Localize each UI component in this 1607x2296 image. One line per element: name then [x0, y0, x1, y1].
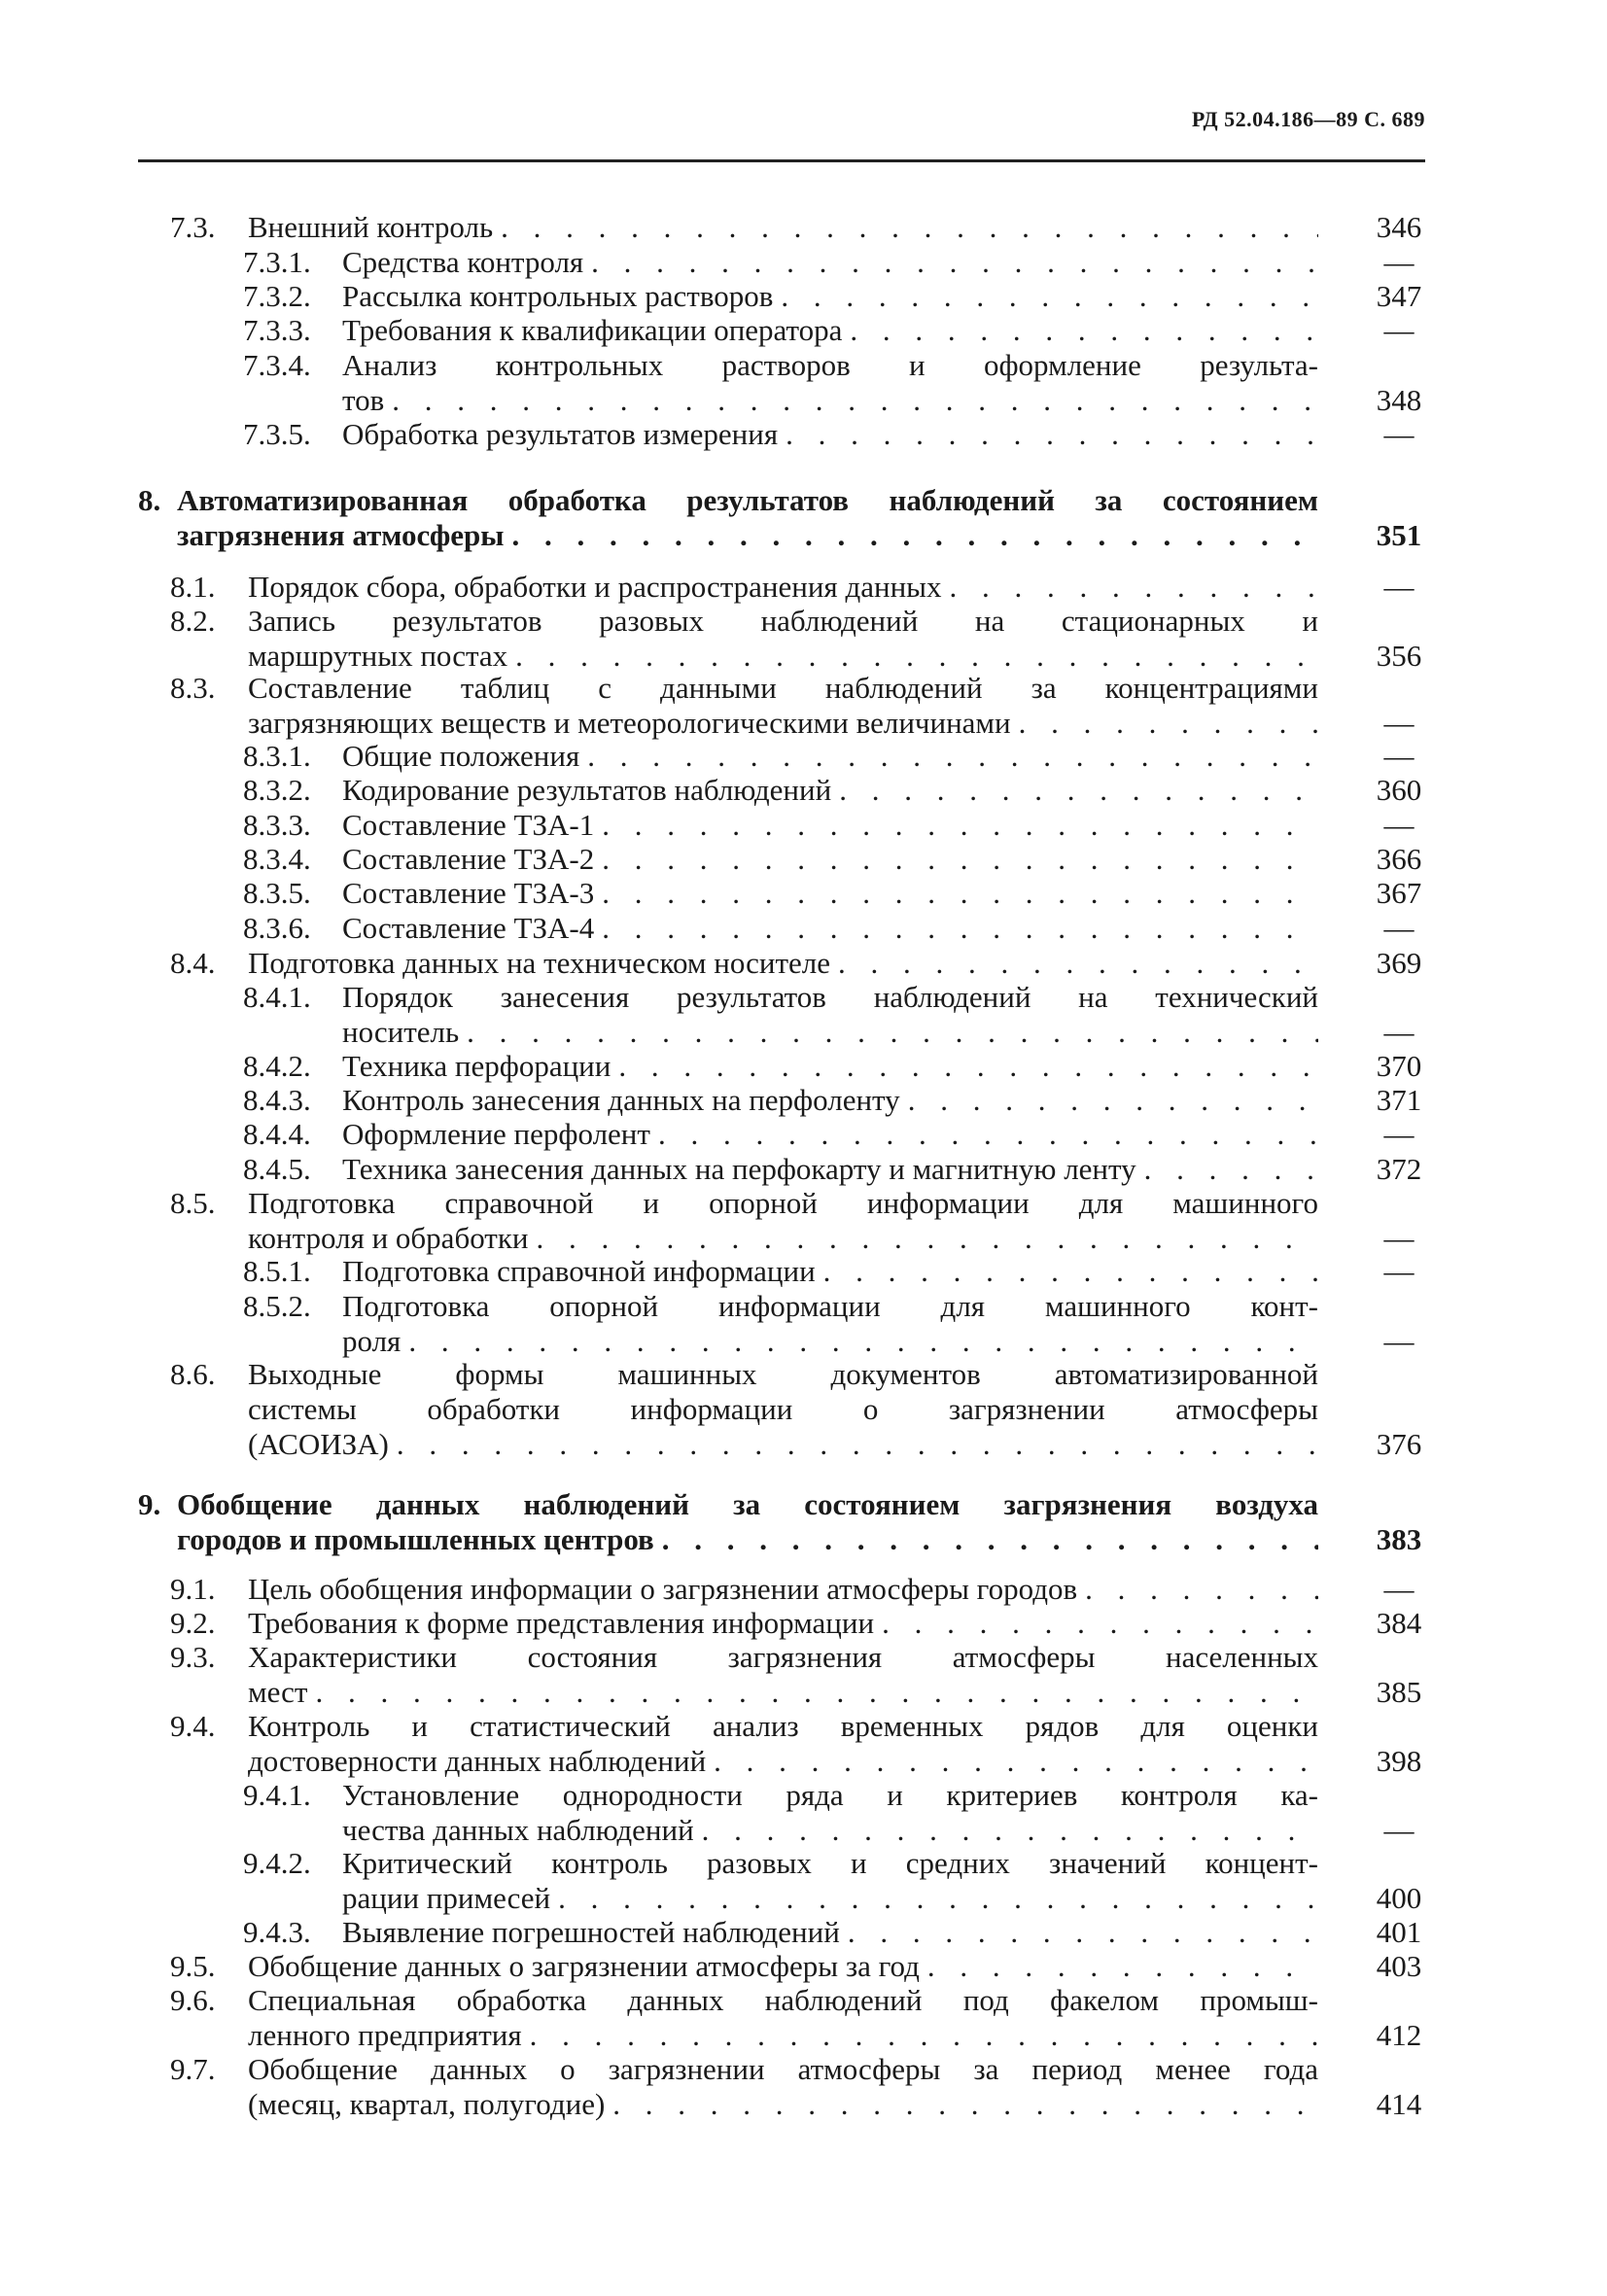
toc-entry-line: Анализ контрольных растворов и оформление результа-: [342, 348, 1318, 382]
toc-entry-line: Подготовка справочной и опорной информации для машинного: [248, 1186, 1318, 1220]
toc-entry-line: Техника перфорации: [342, 1049, 611, 1083]
dot-leader: [611, 1049, 1318, 1084]
toc-entry-page: —: [1383, 1221, 1415, 1255]
dot-leader: [507, 639, 1318, 674]
toc-entry-number: 7.3.5.: [243, 417, 311, 451]
toc-entry-line: Характеристики состояния загрязнения атмосферы населенных: [248, 1640, 1318, 1674]
toc-entry-number: 8.5.: [170, 1186, 216, 1220]
dot-leader: [920, 1949, 1318, 1984]
toc-entry-line: Составление ТЗА-1: [342, 808, 595, 842]
dot-leader: [773, 279, 1318, 314]
toc-entry-title: [342, 1049, 1318, 1084]
toc-entry-number: 8.4.1.: [243, 980, 311, 1014]
dot-leader: [650, 1117, 1318, 1152]
toc-entry-page: 372: [1376, 1152, 1422, 1186]
toc-entry-title: [177, 483, 1318, 553]
toc-entry-number: 8.2.: [170, 604, 216, 638]
toc-entry-page: 403: [1376, 1949, 1422, 1983]
toc-entry-title: [342, 1152, 1318, 1187]
toc-entry-page: 376: [1376, 1427, 1422, 1461]
dot-leader: [831, 773, 1318, 808]
toc-entry-line: Выявление погрешностей наблюдений: [342, 1915, 840, 1949]
toc-entry-title: [342, 876, 1318, 911]
toc-entry-title: [248, 604, 1318, 674]
dot-leader: [583, 245, 1318, 280]
toc-entry-page: 346: [1376, 210, 1422, 244]
toc-entry-line: Рассылка контрольных растворов: [342, 279, 774, 313]
toc-entry-line: Обобщение данных наблюдений за состоянием загрязнения воздуха: [177, 1487, 1318, 1521]
header-rule: [138, 159, 1425, 162]
toc-entry-page: 356: [1376, 639, 1422, 673]
toc-entry-line: Обработка результатов измерения: [342, 417, 779, 451]
toc-entry-title: [248, 671, 1318, 741]
toc-entry-title: [342, 842, 1318, 877]
toc-entry-line: (АСОИЗА): [248, 1427, 389, 1461]
toc-entry-title: [248, 2052, 1318, 2122]
toc-entry-title: [248, 1983, 1318, 2053]
toc-entry-page: 371: [1376, 1083, 1422, 1117]
toc-entry-number: 9.4.3.: [243, 1915, 311, 1949]
toc-entry-number: 8.3.5.: [243, 876, 311, 910]
toc-entry-page: —: [1383, 570, 1415, 604]
toc-entry-line: городов и промышленных центров: [177, 1522, 654, 1556]
toc-entry-line: Установление однородности ряда и критериев контроля ка-: [342, 1778, 1318, 1812]
toc-entry-title: [248, 946, 1318, 981]
dot-leader: [840, 1915, 1318, 1950]
toc-entry-title: [248, 570, 1318, 605]
toc-entry-page: —: [1383, 739, 1415, 773]
toc-entry-number: 8.3.3.: [243, 808, 311, 842]
dot-leader: [493, 210, 1318, 245]
dot-leader: [594, 842, 1318, 877]
toc-entry-number: 8.3.2.: [243, 773, 311, 807]
toc-entry-number: 8.4.4.: [243, 1117, 311, 1151]
dot-leader: [550, 1881, 1318, 1916]
toc-entry-line: загрязняющих веществ и метеорологическими величинами: [248, 706, 1011, 740]
toc-entry-line: Средства контроля: [342, 245, 584, 279]
toc-entry-number: 9.2.: [170, 1606, 216, 1640]
toc-entry-number: 9.3.: [170, 1640, 216, 1674]
toc-entry-number: 9.7.: [170, 2052, 216, 2086]
dot-leader: [594, 911, 1318, 946]
toc-entry-line: Подготовка данных на техническом носителе: [248, 946, 831, 980]
toc-entry-line: маршрутных постах: [248, 639, 508, 673]
toc-entry-number: 8.3.6.: [243, 911, 311, 945]
toc-entry-number: 8.4.: [170, 946, 216, 980]
toc-entry-line: мест: [248, 1675, 308, 1709]
toc-entry-line: Составление ТЗА-3: [342, 876, 595, 910]
toc-entry-line: тов: [342, 383, 385, 417]
toc-entry-line: Внешний контроль: [248, 210, 494, 244]
toc-entry-number: 8.4.5.: [243, 1152, 311, 1186]
toc-entry-page: —: [1383, 1813, 1415, 1847]
toc-entry-title: [342, 739, 1318, 774]
toc-entry-title: [342, 313, 1318, 348]
toc-entry-line: Обобщение данных о загрязнении атмосферы за год: [248, 1949, 920, 1983]
toc-entry-line: рации примесей: [342, 1881, 551, 1915]
dot-leader: [401, 1324, 1318, 1359]
toc-entry-line: Техника занесения данных на перфокарту и магнитную ленту: [342, 1152, 1136, 1186]
toc-entry-page: 367: [1376, 876, 1422, 910]
toc-entry-page: —: [1383, 417, 1415, 451]
toc-entry-number: 8.3.4.: [243, 842, 311, 876]
toc-entry-line: Составление ТЗА-2: [342, 842, 595, 876]
toc-entry-page: 347: [1376, 279, 1422, 313]
toc-entry-number: 7.3.4.: [243, 348, 311, 382]
toc-entry-title: [342, 1915, 1318, 1950]
toc-entry-line: Автоматизированная обработка результатов наблюдений за состоянием: [177, 483, 1318, 517]
toc-entry-title: [342, 348, 1318, 418]
toc-entry-page: 414: [1376, 2087, 1422, 2121]
dot-leader: [529, 1221, 1318, 1256]
dot-leader: [778, 417, 1318, 452]
dot-leader: [389, 1427, 1318, 1462]
toc-entry-line: Запись результатов разовых наблюдений на стационарных и: [248, 604, 1318, 638]
toc-entry-number: 7.3.3.: [243, 313, 311, 347]
toc-entry-number: 9.: [138, 1487, 161, 1521]
toc-entry-number: 9.1.: [170, 1572, 216, 1606]
toc-entry-page: 398: [1376, 1744, 1422, 1778]
toc-entry-line: роля: [342, 1324, 402, 1358]
toc-entry-line: Оформление перфолент: [342, 1117, 650, 1151]
toc-entry-line: Специальная обработка данных наблюдений под факелом промыш-: [248, 1983, 1318, 2017]
dot-leader: [384, 383, 1318, 418]
toc-entry-line: Критический контроль разовых и средних значений концент-: [342, 1846, 1318, 1880]
toc-entry-page: —: [1383, 1324, 1415, 1358]
toc-entry-title: [248, 1572, 1318, 1607]
toc-entry-title: [248, 1709, 1318, 1779]
toc-entry-page: 385: [1376, 1675, 1422, 1709]
toc-entry-title: [342, 245, 1318, 280]
dot-leader: [459, 1015, 1318, 1050]
toc-entry-line: контроля и обработки: [248, 1221, 529, 1255]
toc-entry-number: 7.3.1.: [243, 245, 311, 279]
toc-entry-title: [342, 773, 1318, 808]
toc-entry-page: 366: [1376, 842, 1422, 876]
toc-entry-number: 9.5.: [170, 1949, 216, 1983]
toc-entry-line: достоверности данных наблюдений: [248, 1744, 707, 1778]
dot-leader: [830, 946, 1318, 981]
toc-entry-title: [248, 1640, 1318, 1710]
toc-entry-line: Цель обобщения информации о загрязнении атмосферы городов: [248, 1572, 1078, 1606]
toc-entry-number: 9.4.2.: [243, 1846, 311, 1880]
dot-leader: [594, 808, 1318, 843]
toc-entry-line: системы обработки информации о загрязнении атмосферы: [248, 1392, 1318, 1426]
toc-entry-page: 383: [1376, 1522, 1422, 1556]
toc-entry-title: [342, 279, 1318, 314]
toc-entry-line: Обобщение данных о загрязнении атмосферы за период менее года: [248, 2052, 1318, 2086]
toc-entry-page: 384: [1376, 1606, 1422, 1640]
toc-entry-page: 369: [1376, 946, 1422, 980]
toc-entry-page: —: [1383, 245, 1415, 279]
dot-leader: [941, 570, 1318, 605]
toc-entry-number: 8.5.1.: [243, 1254, 311, 1288]
toc-entry-number: 7.3.: [170, 210, 216, 244]
page-header: РД 52.04.186—89 С. 689: [1191, 107, 1425, 131]
toc-entry-line: Общие положения: [342, 739, 580, 773]
dot-leader: [1011, 706, 1318, 741]
toc-entry-title: [248, 210, 1318, 245]
toc-entry-title: [342, 808, 1318, 843]
toc-entry-title: [248, 1949, 1318, 1984]
toc-entry-line: Требования к квалификации оператора: [342, 313, 843, 347]
toc-entry-line: ленного предприятия: [248, 2018, 522, 2052]
toc-entry-page: 412: [1376, 2018, 1422, 2052]
toc-entry-page: 370: [1376, 1049, 1422, 1083]
dot-leader: [605, 2087, 1318, 2122]
toc-entry-title: [342, 1117, 1318, 1152]
toc-entry-line: Порядок сбора, обработки и распространения данных: [248, 570, 942, 604]
toc-entry-page: 351: [1376, 518, 1422, 552]
toc-entry-number: 9.4.: [170, 1709, 216, 1743]
dot-leader: [816, 1254, 1318, 1289]
toc-entry-line: Требования к форме представления информации: [248, 1606, 875, 1640]
dot-leader: [1077, 1572, 1318, 1607]
toc-entry-line: Контроль и статистический анализ временных рядов для оценки: [248, 1709, 1318, 1743]
toc-entry-line: загрязнения атмосферы: [177, 518, 505, 552]
toc-entry-page: —: [1383, 808, 1415, 842]
toc-entry-line: (месяц, квартал, полугодие): [248, 2087, 606, 2121]
toc-entry-title: [177, 1487, 1318, 1557]
toc-entry-number: 8.1.: [170, 570, 216, 604]
toc-entry-title: [342, 1083, 1318, 1118]
toc-entry-number: 8.6.: [170, 1357, 216, 1391]
toc-entry-page: —: [1383, 313, 1415, 347]
toc-entry-title: [248, 1186, 1318, 1256]
toc-entry-number: 8.3.: [170, 671, 216, 705]
toc-entry-line: носитель: [342, 1015, 460, 1049]
toc-entry-title: [342, 1254, 1318, 1289]
toc-entry-title: [342, 1289, 1318, 1359]
dot-leader: [505, 518, 1318, 553]
toc-entry-title: [342, 980, 1318, 1050]
toc-entry-line: Составление ТЗА-4: [342, 911, 595, 945]
dot-leader: [706, 1744, 1318, 1779]
toc-entry-number: 8.4.3.: [243, 1083, 311, 1117]
toc-entry-page: —: [1383, 911, 1415, 945]
toc-entry-page: —: [1383, 1015, 1415, 1049]
toc-entry-line: Составление таблиц с данными наблюдений за концентрациями: [248, 671, 1318, 705]
dot-leader: [900, 1083, 1318, 1118]
toc-entry-number: 8.4.2.: [243, 1049, 311, 1083]
toc-entry-page: —: [1383, 1572, 1415, 1606]
toc-entry-title: [248, 1606, 1318, 1641]
toc-entry-title: [342, 1778, 1318, 1848]
dot-leader: [842, 313, 1318, 348]
toc-entry-title: [248, 1357, 1318, 1462]
dot-leader: [694, 1813, 1318, 1848]
dot-leader: [579, 739, 1318, 774]
dot-leader: [307, 1675, 1318, 1710]
dot-leader: [594, 876, 1318, 911]
dot-leader: [1136, 1152, 1318, 1187]
dot-leader: [522, 2018, 1318, 2053]
toc-entry-number: 8.5.2.: [243, 1289, 311, 1323]
toc-entry-line: Подготовка справочной информации: [342, 1254, 816, 1288]
toc-entry-page: 348: [1376, 383, 1422, 417]
toc-entry-number: 9.4.1.: [243, 1778, 311, 1812]
toc-entry-number: 9.6.: [170, 1983, 216, 2017]
toc-entry-title: [342, 417, 1318, 452]
dot-leader: [654, 1522, 1318, 1557]
toc-entry-number: 7.3.2.: [243, 279, 311, 313]
toc-entry-number: 8.3.1.: [243, 739, 311, 773]
toc-entry-page: —: [1383, 706, 1415, 740]
toc-entry-line: Выходные формы машинных документов автоматизированной: [248, 1357, 1318, 1391]
toc-entry-line: Кодирование результатов наблюдений: [342, 773, 832, 807]
toc-entry-line: Подготовка опорной информации для машинного конт-: [342, 1289, 1318, 1323]
toc-entry-page: 400: [1376, 1881, 1422, 1915]
toc-entry-page: 360: [1376, 773, 1422, 807]
toc-entry-number: 8.: [138, 483, 161, 517]
toc-entry-line: Контроль занесения данных на перфоленту: [342, 1083, 900, 1117]
dot-leader: [874, 1606, 1318, 1641]
toc-entry-page: —: [1383, 1117, 1415, 1151]
toc-entry-line: чества данных наблюдений: [342, 1813, 694, 1847]
toc-entry-page: —: [1383, 1254, 1415, 1288]
toc-entry-title: [342, 1846, 1318, 1916]
toc-entry-page: 401: [1376, 1915, 1422, 1949]
toc-entry-line: Порядок занесения результатов наблюдений на технический: [342, 980, 1318, 1014]
toc-entry-title: [342, 911, 1318, 946]
